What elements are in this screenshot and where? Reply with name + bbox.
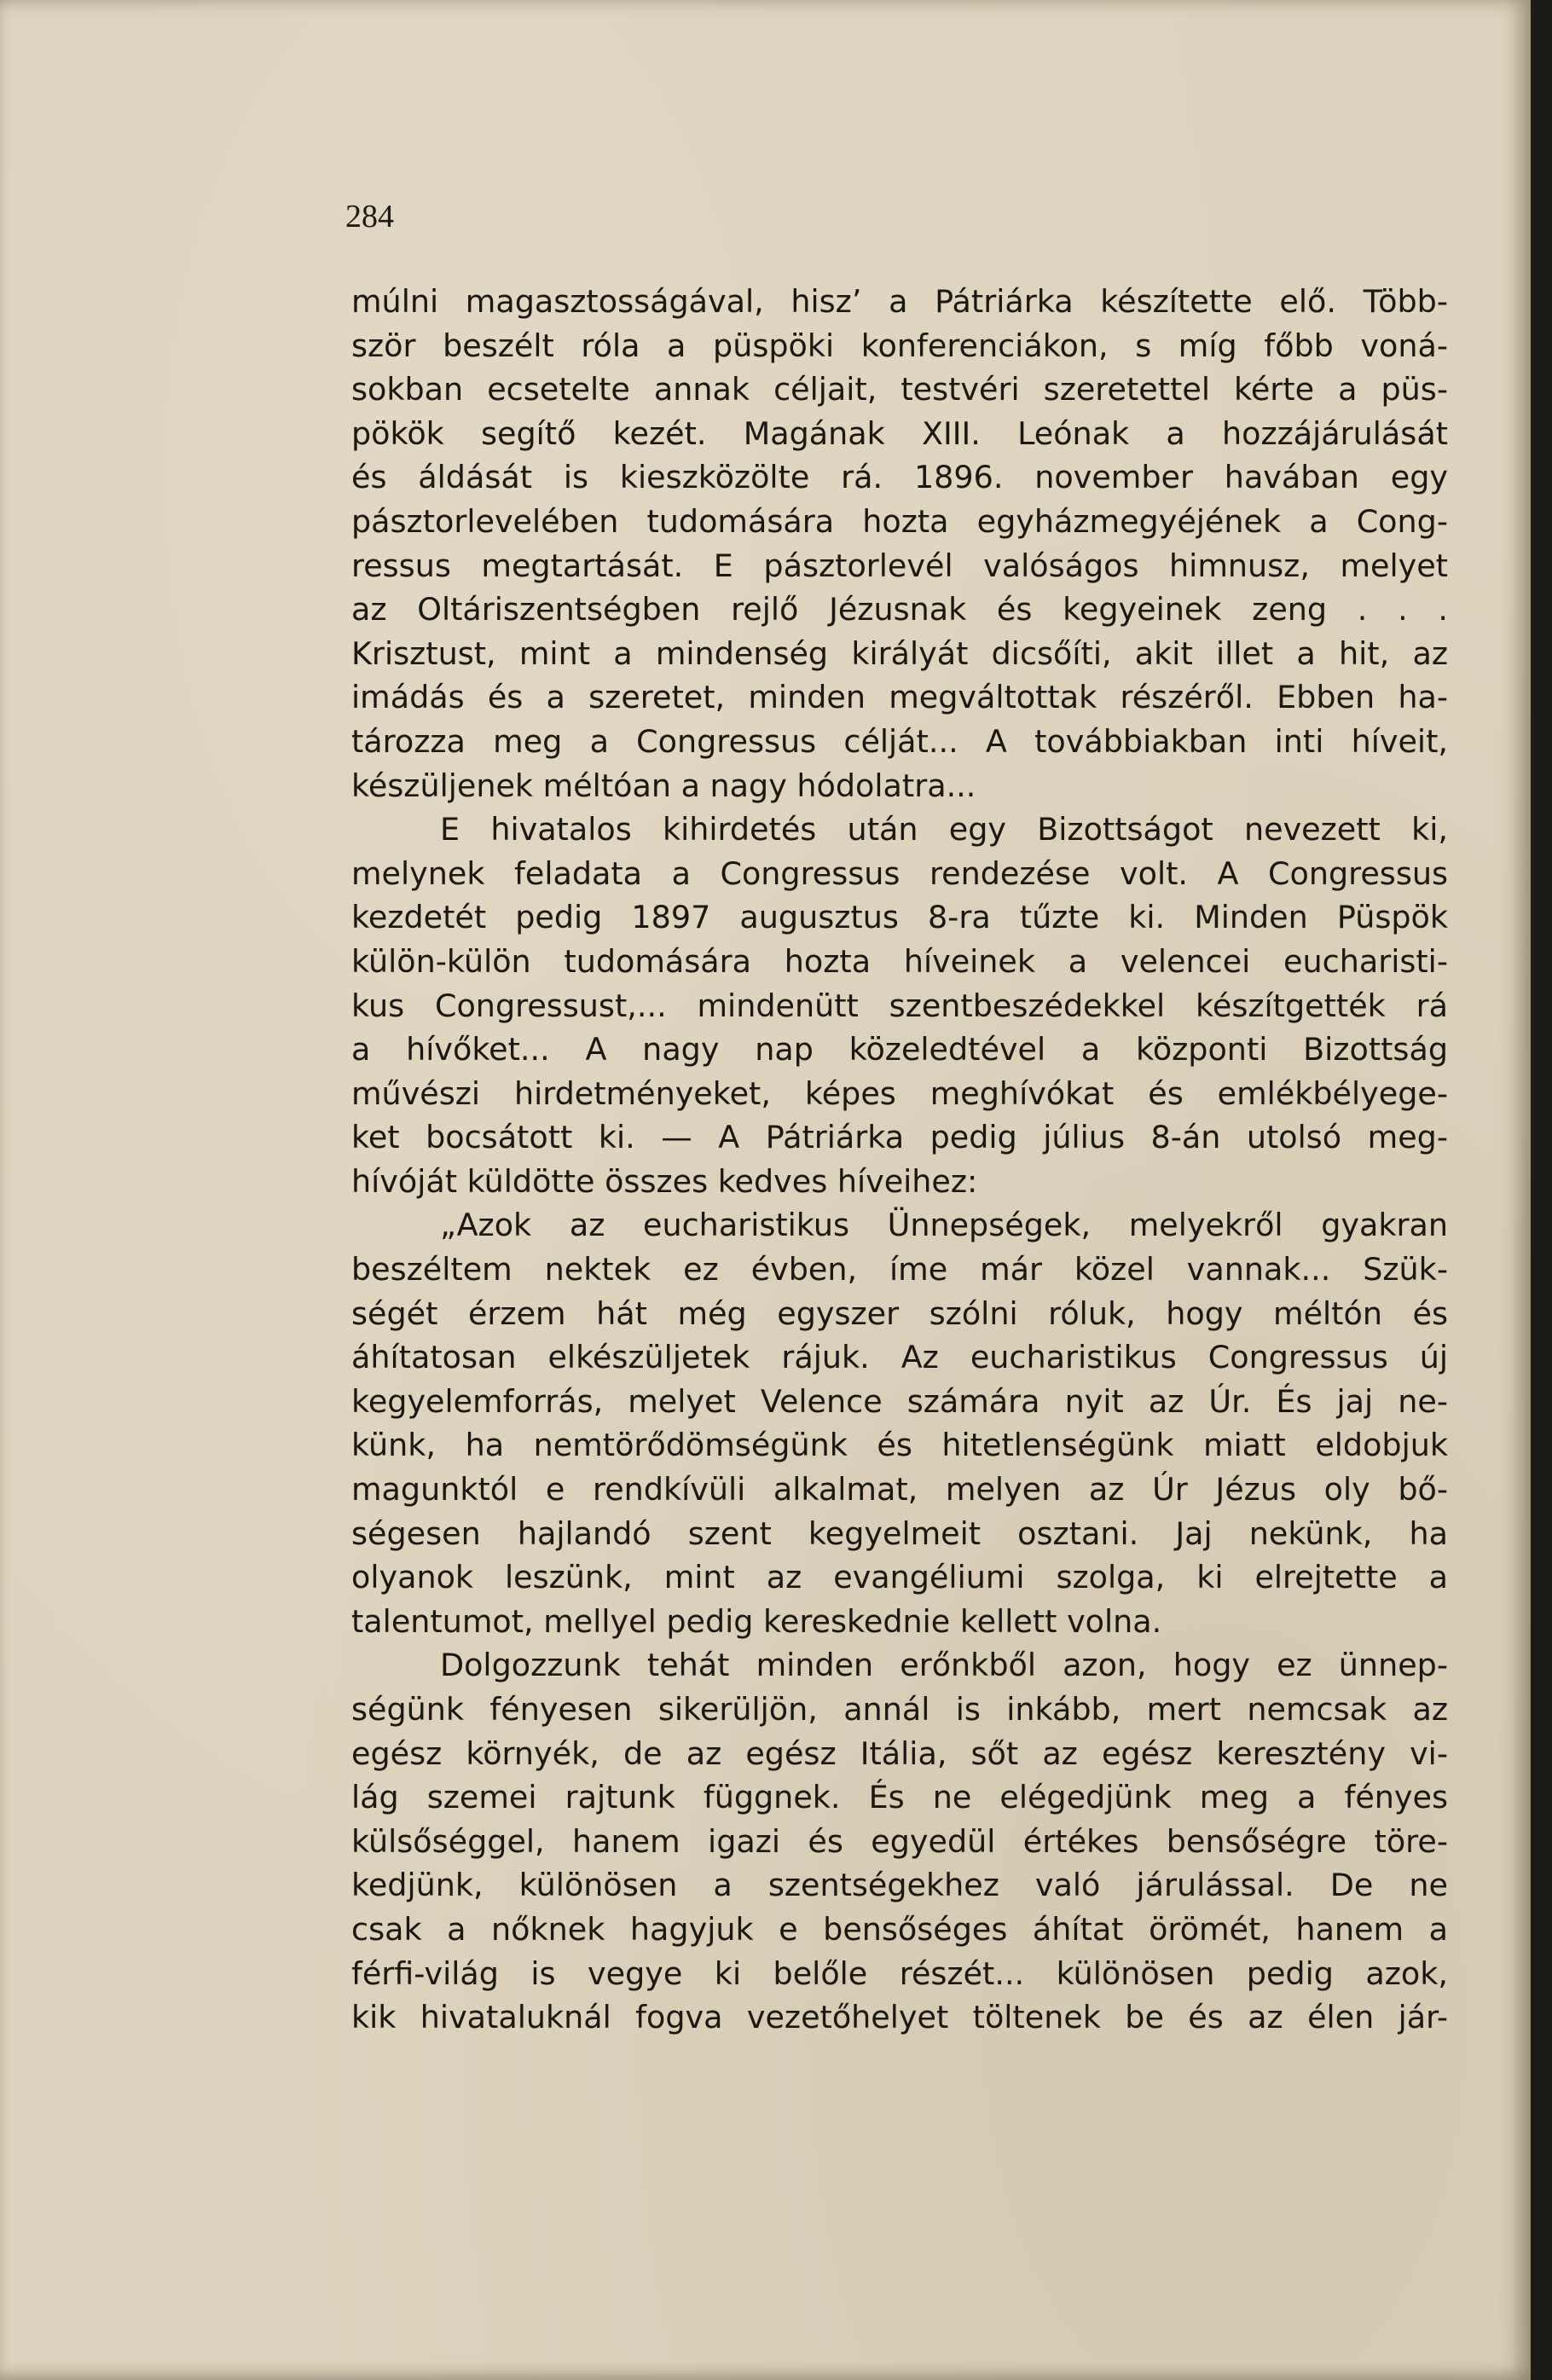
text-line: sokban ecsetelte annak céljait, testvéri szeretettel kérte a püs- <box>351 371 1448 408</box>
text-line: Dolgozzunk tehát minden erőnkből azon, hogy ez ünnep- <box>440 1647 1448 1684</box>
text-line: ször beszélt róla a püspöki konferenciákon, s míg főbb voná- <box>351 327 1448 364</box>
text-line: magunktól e rendkívüli alkalmat, melyen az Úr Jézus oly bő- <box>351 1471 1448 1508</box>
text-line: ket bocsátott ki. — A Pátriárka pedig július 8-án utolsó meg- <box>351 1119 1448 1156</box>
text-line: ressus megtartását. E pásztorlevél valóságos himnusz, melyet <box>351 547 1448 584</box>
text-line: hívóját küldötte összes kedves híveihez: <box>351 1162 978 1200</box>
text-line: kegyelemforrás, melyet Velence számára nyit az Úr. És jaj ne- <box>351 1382 1448 1420</box>
page-number: 284 <box>345 199 394 235</box>
text-line: kedjünk, különösen a szentségekhez való járulással. De ne <box>351 1867 1448 1904</box>
text-line: künk, ha nemtörődömségünk és hitetlenségünk miatt eldobjuk <box>351 1427 1448 1464</box>
text-line: áhítatosan elkészüljetek rájuk. Az eucharistikus Congressus új <box>351 1339 1448 1376</box>
text-line: olyanok leszünk, mint az evangéliumi szolga, ki elrejtette a <box>351 1559 1448 1596</box>
text-line: ségünk fényesen sikerüljön, annál is inkább, mert nemcsak az <box>351 1691 1448 1728</box>
text-line: lág szemei rajtunk függnek. És ne elégedjünk meg a fényes <box>351 1779 1448 1816</box>
text-line: beszéltem nektek ez évben, íme már közel vannak... Szük- <box>351 1251 1448 1288</box>
text-line: múlni magasztosságával, hisz’ a Pátriárka készítette elő. Több- <box>351 283 1448 320</box>
body-text <box>351 280 1448 2040</box>
text-line: az Oltáriszentségben rejlő Jézusnak és kegyeinek zeng . . . <box>351 591 1448 628</box>
text-line: pásztorlevelében tudomására hozta egyházmegyéjének a Cong- <box>351 502 1448 540</box>
text-line: talentumot, mellyel pedig kereskednie kellett volna. <box>351 1602 1162 1640</box>
text-line: tározza meg a Congressus célját... A továbbiakban inti híveit, <box>351 722 1448 760</box>
text-line: kik hivataluknál fogva vezetőhelyet töltenek be és az élen jár- <box>351 1999 1448 2036</box>
text-line: Krisztust, mint a mindenség királyát dicsőíti, akit illet a hit, az <box>351 634 1448 672</box>
text-line: férfi-világ is vegye ki belőle részét... különösen pedig azok, <box>351 1954 1448 1992</box>
text-line: ségesen hajlandó szent kegyelmeit osztani. Jaj nekünk, ha <box>351 1514 1448 1552</box>
text-line: imádás és a szeretet, minden megváltottak részéről. Ebben ha- <box>351 679 1448 716</box>
text-line: kezdetét pedig 1897 augusztus 8-ra tűzte ki. Minden Püspök <box>351 899 1448 936</box>
text-line: melynek feladata a Congressus rendezése volt. A Congressus <box>351 854 1448 892</box>
text-line: a hívőket... A nagy nap közeledtével a központi Bizottság <box>351 1031 1448 1068</box>
text-line: ségét érzem hát még egyszer szólni róluk, hogy méltón és <box>351 1294 1448 1332</box>
text-line: készüljenek méltóan a nagy hódolatra... <box>351 767 976 804</box>
text-line: csak a nőknek hagyjuk e bensőséges áhítat örömét, hanem a <box>351 1910 1448 1948</box>
text-line: és áldását is kieszközölte rá. 1896. november havában egy <box>351 459 1448 496</box>
text-line: külön-külön tudomására hozta híveinek a velencei eucharisti- <box>351 942 1448 980</box>
text-line: külsőséggel, hanem igazi és egyedül értékes bensőségre töre- <box>351 1822 1448 1860</box>
text-line: művészi hirdetményeket, képes meghívókat és emlékbélyege- <box>351 1074 1448 1112</box>
text-line: kus Congressust,... mindenütt szentbeszédekkel készítgették rá <box>351 987 1448 1024</box>
text-line: E hivatalos kihirdetés után egy Bizottságot nevezett ki, <box>440 811 1448 848</box>
text-line: „Azok az eucharistikus Ünnepségek, melyekről gyakran <box>440 1207 1448 1244</box>
text-line: egész környék, de az egész Itália, sőt az egész keresztény vi- <box>351 1734 1448 1772</box>
text-line: pökök segítő kezét. Magának XIII. Leónak a hozzájárulását <box>351 414 1448 452</box>
